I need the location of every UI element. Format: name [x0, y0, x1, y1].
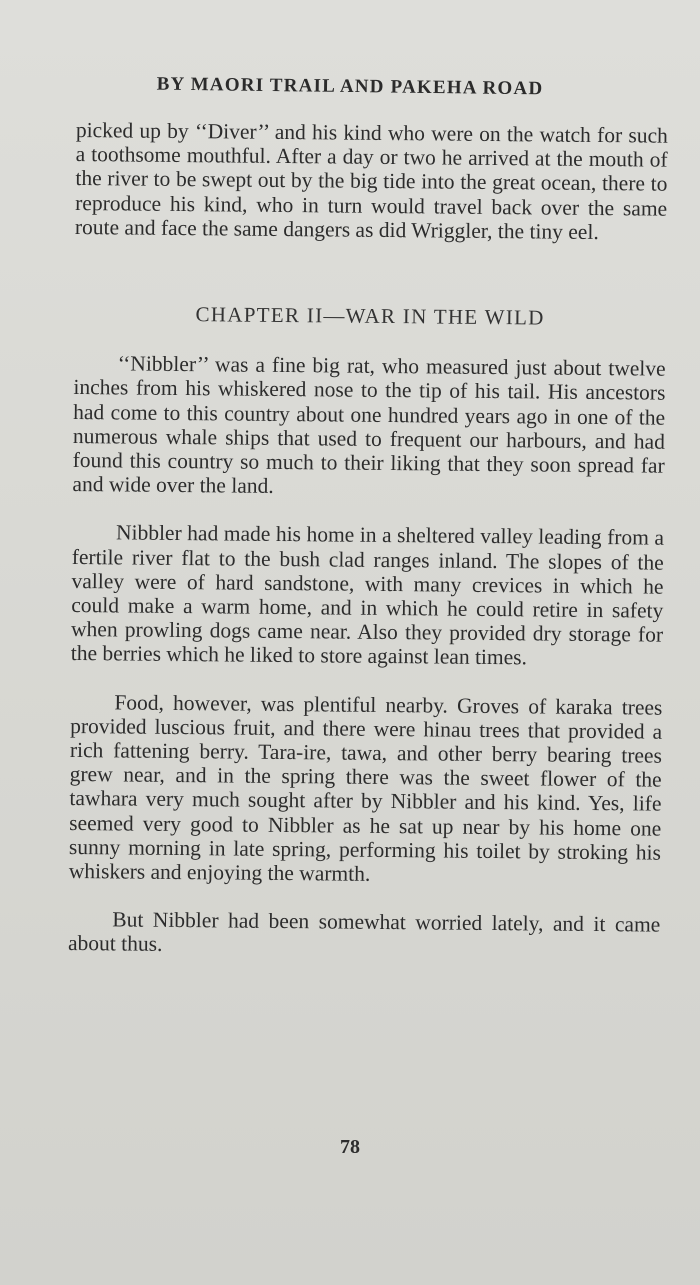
paragraph-food: Food, however, was plentiful nearby. Groves of karaka trees provided luscious fruit, and there were hinau trees that provided a rich fattening berry. Tara-ire, tawa, and other berry bearing trees grew near, and in the spring there was the sweet flower of the tawhara very much sought after by Nibbler and his kind. Yes, life seemed very good to Nibbler as he sat up near by his home one sunny morning in late spring, performing his toilet by stroking his whiskers and enjoying the warmth.: [68, 690, 663, 886]
page-number: 78: [340, 1136, 360, 1158]
body-text: [68, 118, 668, 961]
chapter-title: CHAPTER II—WAR IN THE WILD: [195, 302, 545, 330]
paragraph-nibbler-home: Nibbler had made his home in a sheltered valley leading from a fertile river flat to the bush clad ranges inland. The slopes of the valley were of hard sandstone, with many crevices in which he could make a warm home, and in which he could retire in safety when prowling dogs came near. Also they provided dry storage for the berries which he liked to store against lean times.: [70, 520, 665, 670]
paragraph-nibbler-intro: ‘‘Nibbler’’ was a fine big rat, who measured just about twelve inches from his whiskered nose to the tip of his tail. His ancestors had come to this country about one hundred years ago in one of the numerous whale ships that used to frequent our harbours, and had found this country so much to their liking that they soon spread far and wide over the land.: [72, 351, 666, 499]
continuation-paragraph: picked up by ‘‘Diver’’ and his kind who were on the watch for such a toothsome mouthful. After a day or two he arrived at the mouth of the river to be swept out by the big tide into the great ocean, there to reproduce his kind, who in turn would travel back over the same route and face the same dangers as did Wriggler, the tiny eel.: [74, 118, 668, 244]
paragraph-worried: But Nibbler had been somewhat worried lately, and it came about thus.: [67, 907, 661, 957]
running-head: BY MAORI TRAIL AND PAKEHA ROAD: [156, 73, 544, 100]
